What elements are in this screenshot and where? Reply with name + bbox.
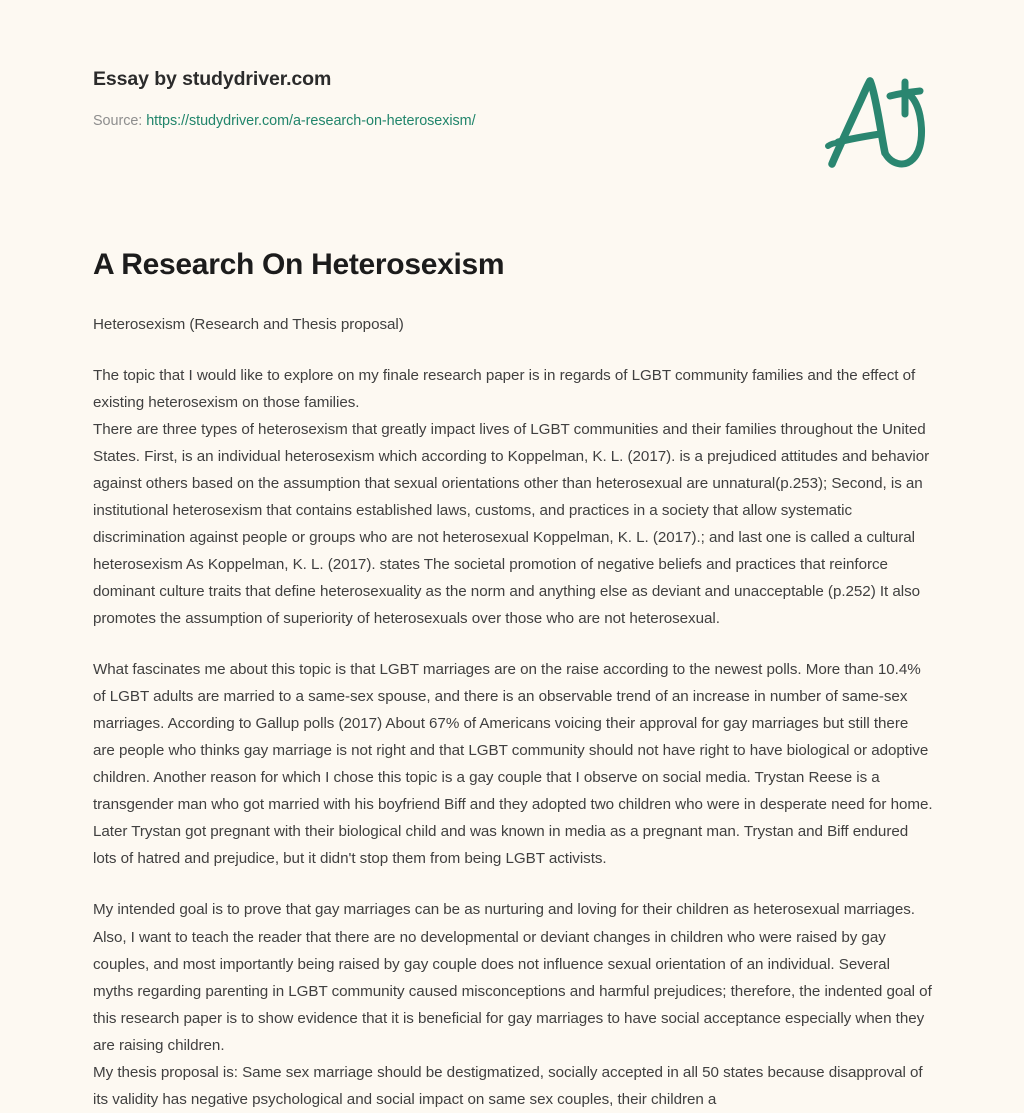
- paragraph-spacer: [93, 338, 933, 362]
- source-line: [93, 112, 476, 130]
- paragraph-spacer: [93, 872, 933, 896]
- studydriver-logo[interactable]: [812, 60, 940, 188]
- page-header: [0, 0, 1024, 198]
- paragraph-spacer: [93, 632, 933, 656]
- paragraph-5: My thesis proposal is: Same sex marriage should be destigmatized, socially accepted in all 50 states because disapproval of its validity has negative psychological and social impact on same sex couples, their children a: [93, 1063, 923, 1108]
- article-body: [93, 247, 933, 1113]
- paragraph-4: My intended goal is to prove that gay marriages can be as nurturing and loving for their children as heterosexual marriages. Also, I want to teach the reader that there are no developmental or deviant changes in children who were raised by gay couples, and most importantly being raised by gay couple does not influence sexual orientation of an individual. Several myths regarding parenting in LGBT community caused misconceptions and harmful prejudices; therefore, the indented goal of this research paper is to show evidence that it is beneficial for gay marriages to have social acceptance especially when they are raising children.: [93, 901, 932, 1054]
- source-url-link[interactable]: https://studydriver.com/a-research-on-heterosexism/: [146, 113, 476, 130]
- a-plus-logo-icon: [812, 60, 940, 188]
- page-title: A Research On Heterosexism: [93, 248, 505, 281]
- source-label: Source:: [93, 113, 143, 130]
- essay-byline: Essay by studydriver.com: [93, 68, 332, 90]
- article-text: [93, 311, 933, 1113]
- paragraph-2: There are three types of heterosexism that greatly impact lives of LGBT communities and their families throughout the United States. First, is an individual heterosexism which according to Koppelman, K. L. (2017). is a prejudiced attitudes and behavior against others based on the assumption that sexual orientations other than heterosexual are unnatural(p.253); Second, is an institutional heterosexism that contains established laws, customs, and practices in a society that allow systematic discrimination against people or groups who are not heterosexual Koppelman, K. L. (2017).; and last one is called a cultural heterosexism As Koppelman, K. L. (2017). states The societal promotion of negative beliefs and practices that reinforce dominant culture traits that define heterosexuality as the norm and anything else as deviant and unacceptable (p.252) It also promotes the assumption of superiority of heterosexuals over those who are not heterosexual.: [93, 420, 930, 628]
- article-subtitle: Heterosexism (Research and Thesis proposal): [93, 315, 404, 333]
- header-text-block: [93, 68, 476, 130]
- paragraph-1: The topic that I would like to explore on my finale research paper is in regards of LGBT community families and the effect of existing heterosexism on those families.: [93, 366, 916, 411]
- paragraph-3: What fascinates me about this topic is that LGBT marriages are on the raise according to the newest polls. More than 10.4% of LGBT adults are married to a same-sex spouse, and there is an observable trend of an increase in number of same-sex marriages. According to Gallup polls (2017) About 67% of Americans voicing their approval for gay marriages but still there are people who thinks gay marriage is not right and that LGBT community should not have right to have biological or adoptive children. Another reason for which I chose this topic is a gay couple that I observe on social media. Trystan Reese is a transgender man who got married with his boyfriend Biff and they adopted two children who were in desperate need for home. Later Trystan got pregnant with their biological child and was known in media as a pregnant man. Trystan and Biff endured lots of hatred and prejudice, but it didn't stop them from being LGBT activists.: [93, 661, 933, 868]
